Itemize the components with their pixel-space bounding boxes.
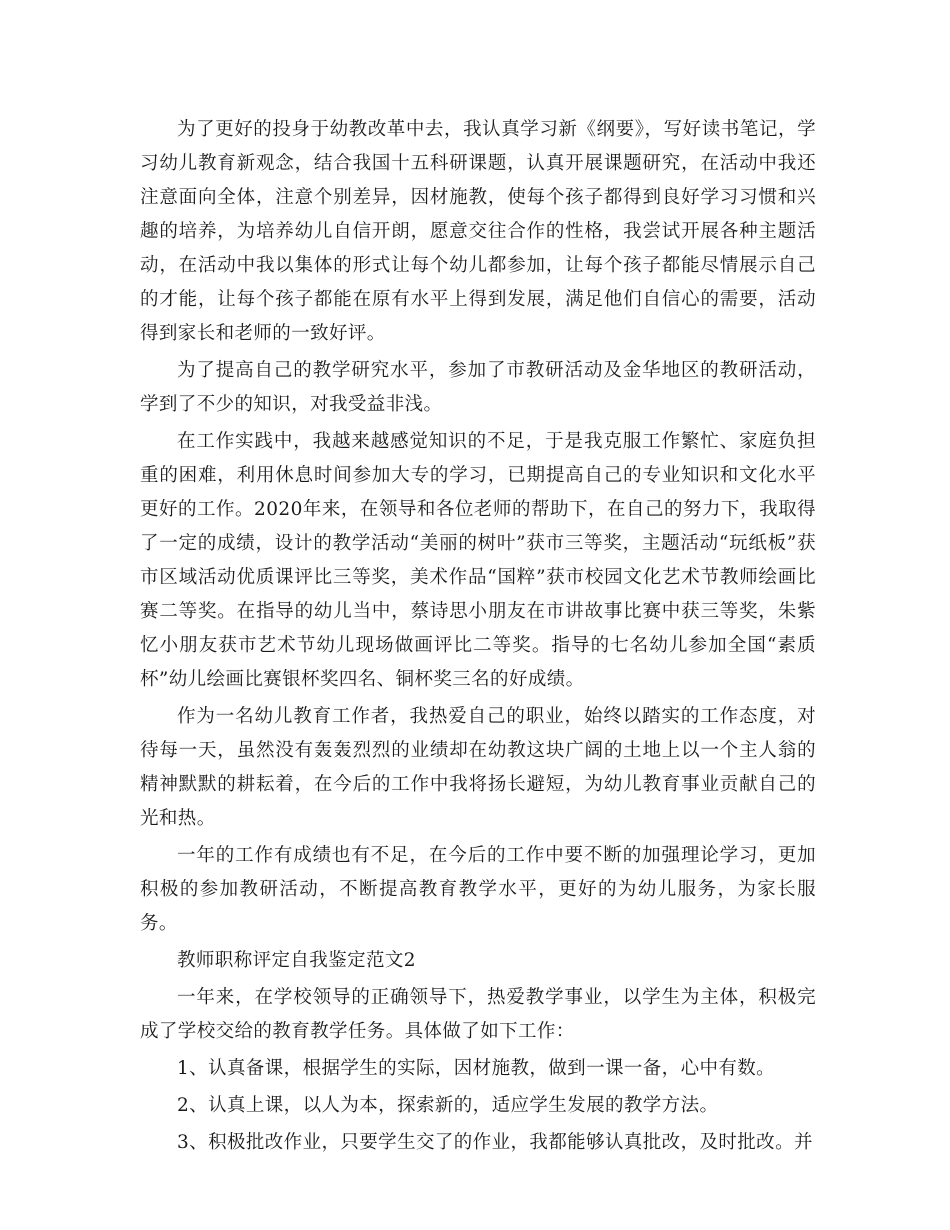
document-page: [140, 113, 816, 1163]
list-item-1: 1、认真备课，根据学生的实际，因材施教，做到一课一备，心中有数。: [177, 1058, 776, 1079]
paragraph-1: 为了更好的投身于幼教改革中去，我认真学习新《纲要》，写好读书笔记，学习幼儿教育新观念，结合我国十五科研课题，认真开展课题研究，在活动中我还注意面向全体，注意个别差异，因材施教，使每个孩子都得到良好学习习惯和兴趣的培养，为培养幼儿自信开朗，愿意交往合作的性格，我尝试开展各种主题活动，在活动中我以集体的形式让每个幼儿都参加，让每个孩子都能尽情展示自己的才能，让每个孩子都能在原有水平上得到发展，满足他们自信心的需要，活动得到家长和老师的一致好评。: [140, 119, 816, 344]
paragraph-4: 作为一名幼儿教育工作者，我热爱自己的职业，始终以踏实的工作态度，对待每一天，虽然没有轰轰烈烈的业绩却在幼教这块广阔的土地上以一个主人翁的精神默默的耕耘着，在今后的工作中我将扬长避短，为幼儿教育事业贡献自己的光和热。: [140, 706, 816, 829]
paragraph-7: 一年来，在学校领导的正确领导下，热爱教学事业，以学生为主体，积极完成了学校交给的教育教学任务。具体做了如下工作：: [140, 987, 816, 1042]
list-item-3: 3、积极批改作业，只要学生交了的作业，我都能够认真批改，及时批改。并: [177, 1132, 813, 1153]
paragraph-2: 为了提高自己的教学研究水平，参加了市教研活动及金华地区的教研活动，学到了不少的知识，对我受益非浅。: [140, 360, 816, 415]
section-heading: 教师职称评定自我鉴定范文2: [177, 950, 416, 971]
paragraph-3: 在工作实践中，我越来越感觉知识的不足，于是我克服工作繁忙、家庭负担重的困难，利用休息时间参加大专的学习，已期提高自己的专业知识和文化水平更好的工作。2020年来，在领导和各位老师的帮助下，在自己的努力下，我取得了一定的成绩，设计的教学活动“美丽的树叶”获市三等奖，主题活动“玩纸板”获市区域活动优质课评比三等奖，美术作品“国粹”获市校园文化艺术节教师绘画比赛二等奖。在指导的幼儿当中，蔡诗思小朋友在市讲故事比赛中获三等奖，朱紫忆小朋友获市艺术节幼儿现场做画评比二等奖。指导的七名幼儿参加全国“素质杯”幼儿绘画比赛银杯奖四名、铜杯奖三名的好成绩。: [140, 431, 816, 690]
paragraph-5: 一年的工作有成绩也有不足，在今后的工作中要不断的加强理论学习，更加积极的参加教研活动，不断提高教育教学水平，更好的为幼儿服务，为家长服务。: [140, 845, 816, 934]
list-item-2: 2、认真上课，以人为本，探索新的，适应学生发展的教学方法。: [177, 1095, 719, 1116]
